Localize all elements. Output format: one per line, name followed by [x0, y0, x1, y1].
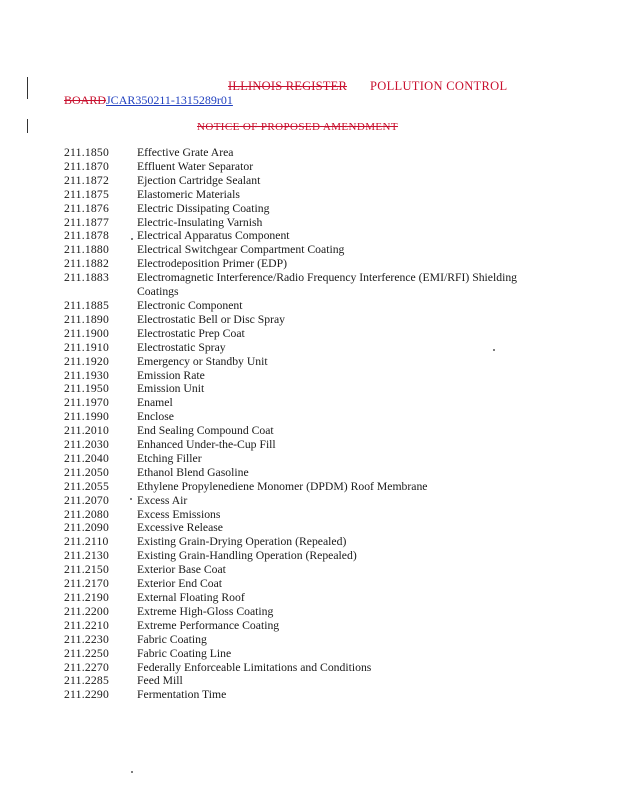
definition-term: Elastomeric Materials [137, 187, 240, 201]
definition-term: Extreme Performance Coating [137, 618, 280, 632]
definition-term: Electrical Switchgear Compartment Coating [137, 243, 345, 257]
definition-row [64, 563, 544, 577]
definition-row [64, 549, 544, 563]
definition-row [64, 299, 544, 313]
definition-term: Electrodeposition Primer (EDP) [137, 257, 287, 271]
definition-term: Enclose [137, 410, 174, 424]
definition-row [64, 146, 544, 160]
definitions-list [64, 146, 544, 702]
section-number [64, 285, 137, 299]
register-title: ILLINOIS REGISTER [228, 79, 348, 93]
definition-term: Electric-Insulating Varnish [137, 215, 263, 229]
definition-row [64, 452, 544, 466]
section-number: 211.1950 [64, 382, 109, 396]
definition-term: Electric Dissipating Coating [137, 201, 270, 215]
section-number: 211.1877 [64, 215, 109, 229]
definition-term: Electronic Component [137, 298, 243, 312]
definition-term: Fermentation Time [137, 688, 227, 702]
definition-row [64, 188, 544, 202]
definition-row [64, 633, 544, 647]
section-number: 211.1878 [64, 229, 109, 243]
definition-row [64, 661, 544, 675]
definition-row [64, 480, 544, 494]
section-number: 211.1885 [64, 298, 109, 312]
definition-row [64, 410, 544, 424]
definition-row [64, 396, 544, 410]
definition-term: Ejection Cartridge Sealant [137, 173, 261, 187]
section-number: 211.1880 [64, 243, 109, 257]
definition-term: Excessive Release [137, 521, 223, 535]
section-number: 211.1882 [64, 257, 109, 271]
section-number: 211.1920 [64, 354, 109, 368]
definition-row [64, 619, 544, 633]
scan-speck [493, 349, 495, 351]
section-number: 211.1883 [64, 271, 109, 285]
definition-row [64, 688, 544, 702]
definition-term: Effluent Water Separator [137, 159, 254, 173]
change-bar-top [27, 77, 28, 99]
definition-term: Enhanced Under-the-Cup Fill [137, 438, 276, 452]
section-number: 211.1872 [64, 173, 109, 187]
section-number: 211.2030 [64, 438, 109, 452]
definition-row [64, 424, 544, 438]
definition-term: Etching Filler [137, 451, 202, 465]
section-number: 211.2130 [64, 549, 109, 563]
definition-term: Exterior End Coat [137, 577, 223, 591]
definition-term: Existing Grain-Drying Operation (Repealed) [137, 535, 347, 549]
definition-term: Exterior Base Coat [137, 563, 226, 577]
section-number: 211.2290 [64, 688, 109, 702]
board-struck-text: BOARD [64, 93, 107, 107]
definition-row [64, 174, 544, 188]
definition-term: Emission Rate [137, 368, 205, 382]
definition-term: Fabric Coating Line [137, 646, 232, 660]
section-number: 211.2230 [64, 632, 109, 646]
definition-row [64, 313, 544, 327]
definition-row [64, 257, 544, 271]
definition-row [64, 271, 544, 285]
definition-term: External Floating Roof [137, 591, 245, 604]
change-bar-notice [27, 119, 28, 133]
definition-row [64, 355, 544, 369]
definition-term: Ethylene Propylenediene Monomer (DPDM) Roof Membrane [137, 479, 428, 493]
definition-row [64, 369, 544, 383]
section-number: 211.1850 [64, 146, 109, 159]
section-number: 211.2010 [64, 424, 109, 438]
definition-row [64, 216, 544, 230]
section-number: 211.1910 [64, 340, 109, 354]
definition-term: Extreme High-Gloss Coating [137, 604, 274, 618]
section-number: 211.2040 [64, 451, 109, 465]
section-number: 211.2200 [64, 604, 109, 618]
section-number: 211.2285 [64, 674, 109, 688]
section-number: 211.2070 [64, 493, 109, 507]
section-number: 211.1890 [64, 312, 109, 326]
definition-term: Enamel [137, 396, 173, 410]
definition-term: Emission Unit [137, 382, 205, 396]
definition-row [64, 285, 544, 299]
section-number: 211.2190 [64, 591, 109, 604]
notice-title: NOTICE OF PROPOSED AMENDMENT [197, 121, 398, 133]
definition-row [64, 229, 544, 243]
section-number: 211.1930 [64, 368, 109, 382]
scan-speck [131, 771, 133, 773]
definition-term: Excess Air [137, 493, 188, 507]
definition-term: Electrostatic Bell or Disc Spray [137, 312, 285, 326]
scan-speck [130, 498, 132, 500]
section-number: 211.1970 [64, 396, 109, 410]
section-number: 211.1900 [64, 326, 109, 340]
section-number: 211.2090 [64, 521, 109, 535]
definition-row [64, 521, 544, 535]
definition-row [64, 341, 544, 355]
section-number: 211.2270 [64, 660, 109, 674]
board-line [64, 93, 233, 108]
definition-term: Fabric Coating [137, 632, 207, 646]
definition-term: Feed Mill [137, 674, 183, 688]
definition-row [64, 577, 544, 591]
definition-row [64, 466, 544, 480]
definition-row [64, 202, 544, 216]
section-number: 211.2210 [64, 618, 109, 632]
definition-term: Emergency or Standby Unit [137, 354, 268, 368]
definition-row [64, 382, 544, 396]
definition-row [64, 508, 544, 522]
section-number: 211.1875 [64, 187, 109, 201]
definition-term: Electrostatic Prep Coat [137, 326, 245, 340]
section-number: 211.2050 [64, 465, 109, 479]
definition-term: Ethanol Blend Gasoline [137, 465, 249, 479]
definition-row [64, 327, 544, 341]
section-number: 211.2055 [64, 479, 109, 493]
section-number: 211.2080 [64, 507, 109, 521]
section-number: 211.1876 [64, 201, 109, 215]
section-number: 211.2150 [64, 563, 109, 577]
definition-row [64, 647, 544, 661]
definition-row [64, 160, 544, 174]
section-title: POLLUTION CONTROL [370, 79, 508, 93]
section-number: 211.2170 [64, 577, 109, 591]
scan-speck [131, 238, 133, 240]
definition-row [64, 605, 544, 619]
board-id: JCAR350211-1315289r01 [106, 93, 233, 107]
definition-row [64, 243, 544, 257]
definition-term: Existing Grain-Handling Operation (Repealed) [137, 549, 357, 563]
section-number: 211.1990 [64, 410, 109, 424]
section-number: 211.2250 [64, 646, 109, 660]
definition-term: Electrostatic Spray [137, 340, 226, 354]
definition-row [64, 494, 544, 508]
definition-row [64, 674, 544, 688]
definition-term: Coatings [137, 285, 179, 299]
definition-term: Excess Emissions [137, 507, 221, 521]
definition-row [64, 535, 544, 549]
definition-term: Federally Enforceable Limitations and Conditions [137, 660, 372, 674]
definition-term: End Sealing Compound Coat [137, 424, 274, 438]
definition-row [64, 438, 544, 452]
section-number: 211.2110 [64, 535, 109, 549]
definition-term: Electrical Apparatus Component [137, 229, 290, 243]
section-number: 211.1870 [64, 159, 109, 173]
definition-term: Effective Grate Area [137, 146, 234, 159]
definition-term: Electromagnetic Interference/Radio Frequency Interference (EMI/RFI) Shielding [137, 271, 518, 285]
definition-row [64, 591, 544, 605]
